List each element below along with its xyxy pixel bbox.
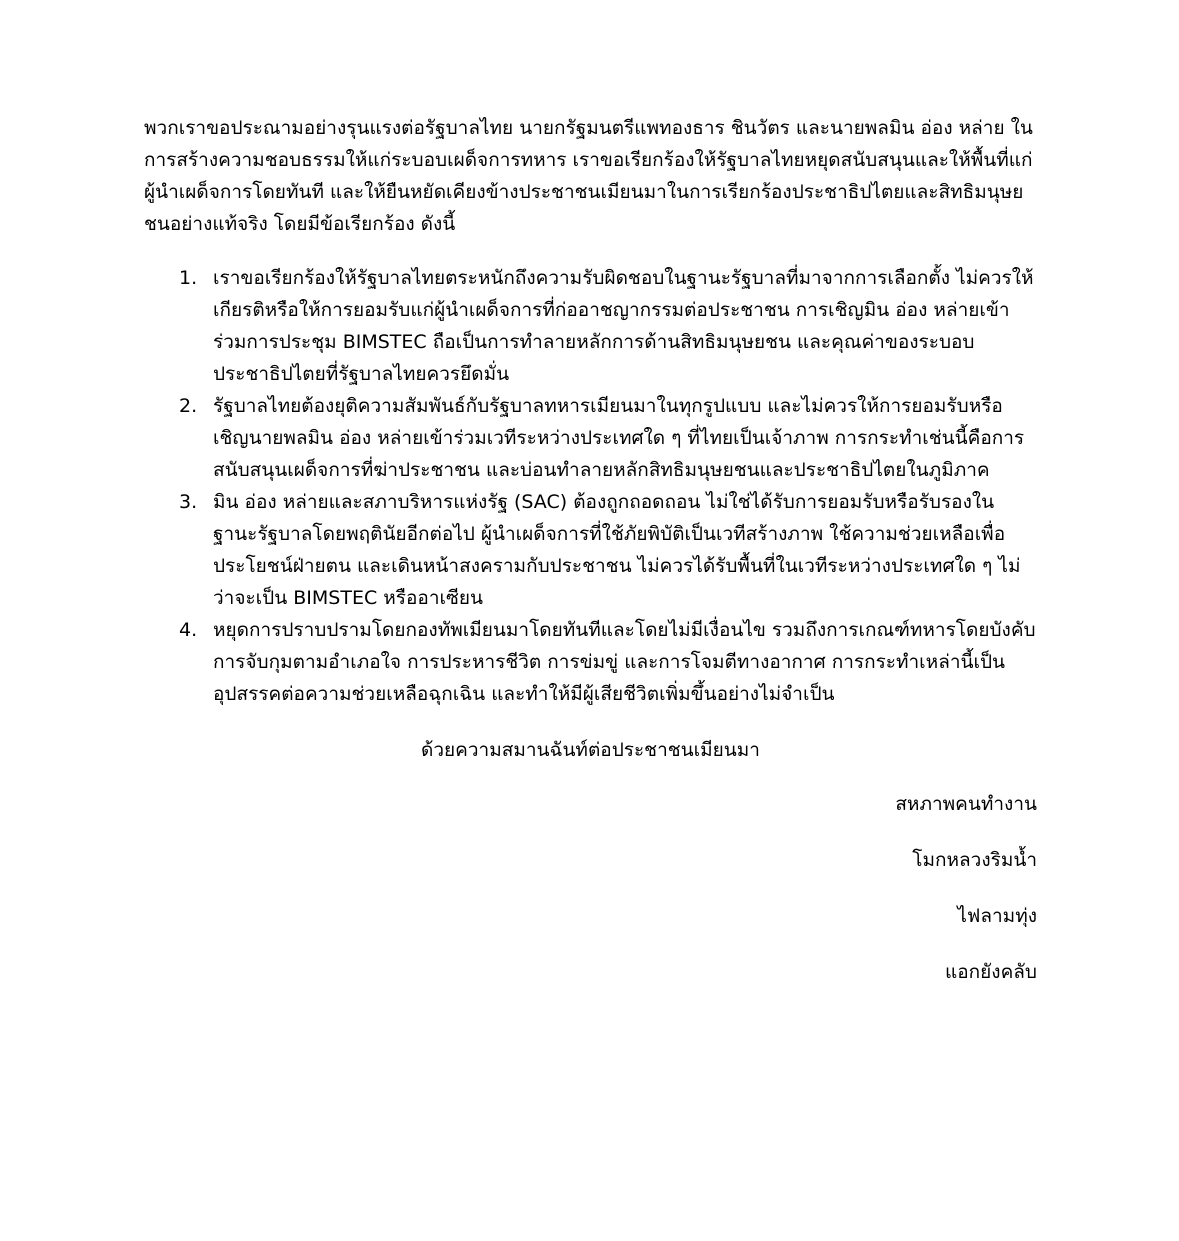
demand-text: เราขอเรียกร้องให้รัฐบาลไทยตระหนักถึงความรับผิดชอบในฐานะรัฐบาลที่มาจากการเลือกตั้ง ไม่ควรให้เกียรติหรือให้การยอมรับแก่ผู้นำเผด็จการที่ก่ออาชญากรรมต่อประชาชน การเชิญมิน อ่อง หล่ายเข้าร่วมการประชุม BIMSTEC ถือเป็นการทำลายหลักการด้านสิทธิมนุษยชน และคุณค่าของระบอบประชาธิปไตยที่รัฐบาลไทยควรยึดมั่น [213, 267, 1034, 385]
intro-paragraph: พวกเราขอประณามอย่างรุนแรงต่อรัฐบาลไทย นายกรัฐมนตรีแพทองธาร ชินวัตร และนายพลมิน อ่อง หล่าย ในการสร้างความชอบธรรมให้แก่ระบอบเผด็จการทหาร เราขอเรียกร้องให้รัฐบาลไทยหยุดสนับสนุนและให้พื้นที่แก่ผู้นำเผด็จการโดยทันที และให้ยืนหยัดเคียงข้างประชาชนเมียนมาในการเรียกร้องประชาธิปไตยและสิทธิมนุษยชนอย่างแท้จริง โดยมีข้อเรียกร้อง ดังนี้ [144, 117, 1033, 235]
demand-number: 2. [179, 395, 198, 417]
closing-line: ด้วยความสมานฉันท์ต่อประชาชนเมียนมา [421, 739, 760, 761]
demand-item [144, 390, 1037, 486]
signatories [144, 788, 1037, 988]
demand-text: มิน อ่อง หล่ายและสภาบริหารแห่งรัฐ (SAC) ต้องถูกถอดถอน ไม่ใช่ได้รับการยอมรับหรือรับรองในฐานะรัฐบาลโดยพฤตินัยอีกต่อไป ผู้นำเผด็จการที่ใช้ภัยพิบัติเป็นเวทีสร้างภาพ ใช้ความช่วยเหลือเพื่อประโยชน์ฝ่ายตน และเดินหน้าสงครามกับประชาชน ไม่ควรได้รับพื้นที่ในเวทีระหว่างประเทศใด ๆ ไม่ว่าจะเป็น BIMSTEC หรืออาเซียน [213, 491, 1021, 609]
demand-number: 4. [179, 619, 198, 641]
statement-document [144, 112, 1037, 1012]
demand-number: 1. [179, 267, 198, 289]
signatory-name: แอกยังคลับ [945, 961, 1037, 983]
demand-item [144, 614, 1037, 710]
demand-text: รัฐบาลไทยต้องยุติความสัมพันธ์กับรัฐบาลทหารเมียนมาในทุกรูปแบบ และไม่ควรให้การยอมรับหรือเชิญนายพลมิน อ่อง หล่ายเข้าร่วมเวทีระหว่างประเทศใด ๆ ที่ไทยเป็นเจ้าภาพ การกระทำเช่นนี้คือการสนับสนุนเผด็จการที่ฆ่าประชาชน และบ่อนทำลายหลักสิทธิมนุษยชนและประชาธิปไตยในภูมิภาค [213, 395, 1025, 481]
demand-number: 3. [179, 491, 198, 513]
demand-item [144, 486, 1037, 614]
signatory-name: โมกหลวงริมน้ำ [912, 849, 1037, 871]
signatory-name: สหภาพคนทำงาน [895, 793, 1037, 815]
demand-item [144, 262, 1037, 390]
demand-text: หยุดการปราบปรามโดยกองทัพเมียนมาโดยทันทีและโดยไม่มีเงื่อนไข รวมถึงการเกณฑ์ทหารโดยบังคับ การจับกุมตามอำเภอใจ การประหารชีวิต การข่มขู่ และการโจมตีทางอากาศ การกระทำเหล่านี้เป็นอุปสรรคต่อความช่วยเหลือฉุกเฉิน และทำให้มีผู้เสียชีวิตเพิ่มขึ้นอย่างไม่จำเป็น [213, 619, 1036, 705]
signatory-name: ไฟลามทุ่ง [957, 905, 1037, 927]
demands-list [144, 262, 1037, 710]
